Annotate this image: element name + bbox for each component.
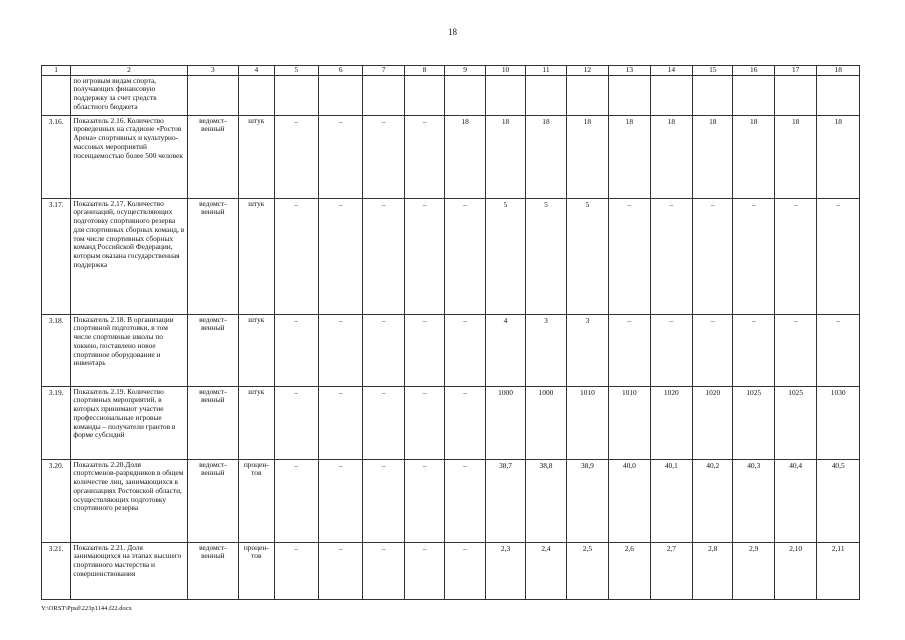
- column-header: 14: [650, 66, 692, 76]
- value-cell: –: [650, 314, 692, 386]
- value-cell: 1025: [733, 386, 774, 459]
- data-source: ведомст-венный: [187, 386, 239, 459]
- value-cell: –: [693, 314, 733, 386]
- value-cell: –: [404, 115, 444, 198]
- row-number: [42, 75, 71, 115]
- value-cell: 38,9: [566, 459, 608, 542]
- value-cell: [609, 75, 650, 115]
- table-row: [42, 75, 860, 115]
- value-cell: [693, 75, 733, 115]
- value-cell: –: [733, 198, 774, 314]
- value-cell: –: [274, 198, 318, 314]
- row-number: 3.16.: [42, 115, 71, 198]
- value-cell: [526, 75, 566, 115]
- unit-of-measure: штук: [239, 198, 274, 314]
- value-cell: –: [817, 314, 860, 386]
- value-cell: 18: [609, 115, 650, 198]
- indicator-name: Показатель 2.18. В организации спортивной подготовки, в том числе спортивные школы по хоккею, поставлено новое спортивное оборудование и инвентарь: [71, 314, 187, 386]
- value-cell: [650, 75, 692, 115]
- value-cell: [363, 75, 404, 115]
- value-cell: 2,9: [733, 542, 774, 599]
- column-header: 17: [774, 66, 816, 76]
- value-cell: 40,5: [817, 459, 860, 542]
- column-header: 12: [566, 66, 608, 76]
- value-cell: –: [363, 386, 404, 459]
- value-cell: [774, 75, 816, 115]
- data-source: ведомст-венный: [187, 459, 239, 542]
- value-cell: –: [609, 198, 650, 314]
- value-cell: –: [319, 542, 363, 599]
- column-header: 4: [239, 66, 274, 76]
- value-cell: –: [319, 115, 363, 198]
- column-header: 10: [485, 66, 525, 76]
- value-cell: –: [817, 198, 860, 314]
- value-cell: –: [774, 198, 816, 314]
- table-row: [42, 198, 860, 314]
- data-source: ведомст-венный: [187, 542, 239, 599]
- value-cell: –: [445, 314, 485, 386]
- value-cell: –: [404, 386, 444, 459]
- value-cell: 3: [526, 314, 566, 386]
- column-header: 9: [445, 66, 485, 76]
- column-header: 8: [404, 66, 444, 76]
- column-header: 2: [71, 66, 187, 76]
- value-cell: –: [319, 459, 363, 542]
- value-cell: 2,7: [650, 542, 692, 599]
- column-header: 1: [42, 66, 71, 76]
- value-cell: 18: [445, 115, 485, 198]
- value-cell: –: [445, 542, 485, 599]
- indicator-name: по игровым видам спорта, получающих финансовую поддержку за счет средств областного бюджета: [71, 75, 187, 115]
- value-cell: [566, 75, 608, 115]
- value-cell: 18: [693, 115, 733, 198]
- value-cell: 18: [817, 115, 860, 198]
- value-cell: 1030: [817, 386, 860, 459]
- value-cell: –: [363, 542, 404, 599]
- header-row: [42, 66, 860, 76]
- value-cell: 3: [566, 314, 608, 386]
- value-cell: –: [274, 542, 318, 599]
- value-cell: –: [609, 314, 650, 386]
- value-cell: –: [363, 115, 404, 198]
- value-cell: 1020: [650, 386, 692, 459]
- value-cell: 18: [733, 115, 774, 198]
- value-cell: –: [774, 314, 816, 386]
- value-cell: –: [274, 459, 318, 542]
- indicator-name: Показатель 2.20.Доля спортсменов-разрядников в общем количестве лиц, занимающихся в организациях Ростовской области, осуществляющих подготовку спортивного резерва: [71, 459, 187, 542]
- table-row: [42, 115, 860, 198]
- value-cell: 18: [650, 115, 692, 198]
- table-row: [42, 314, 860, 386]
- unit-of-measure: процен-тов: [239, 459, 274, 542]
- value-cell: 2,5: [566, 542, 608, 599]
- value-cell: –: [274, 386, 318, 459]
- column-header: 7: [363, 66, 404, 76]
- value-cell: 5: [566, 198, 608, 314]
- value-cell: [817, 75, 860, 115]
- table-row: [42, 386, 860, 459]
- file-path-footer: Y:\ORST\Ppsd\223p1144.f22.docx: [41, 605, 132, 612]
- value-cell: 1020: [693, 386, 733, 459]
- value-cell: 18: [774, 115, 816, 198]
- unit-of-measure: процен-тов: [239, 542, 274, 599]
- table-row: [42, 459, 860, 542]
- row-number: 3.21.: [42, 542, 71, 599]
- value-cell: 2,4: [526, 542, 566, 599]
- value-cell: [404, 75, 444, 115]
- column-header: 3: [187, 66, 239, 76]
- data-source: [187, 75, 239, 115]
- value-cell: –: [650, 198, 692, 314]
- row-number: 3.19.: [42, 386, 71, 459]
- value-cell: 40,0: [609, 459, 650, 542]
- value-cell: [319, 75, 363, 115]
- data-source: ведомст-венный: [187, 314, 239, 386]
- value-cell: 1025: [774, 386, 816, 459]
- value-cell: 38,8: [526, 459, 566, 542]
- table-row: [42, 542, 860, 599]
- column-header: 5: [274, 66, 318, 76]
- unit-of-measure: штук: [239, 386, 274, 459]
- unit-of-measure: [239, 75, 274, 115]
- page-number: 18: [448, 27, 457, 37]
- value-cell: –: [404, 314, 444, 386]
- value-cell: 40,2: [693, 459, 733, 542]
- indicator-name: Показатель 2.17. Количество организаций, осуществляющих подготовку спортивного резерва для спортивных сборных команд, в том числе спортивных сборных команд Российской Федерации, которым оказана государственная поддержка: [71, 198, 187, 314]
- value-cell: –: [693, 198, 733, 314]
- value-cell: –: [363, 459, 404, 542]
- indicator-name: Показатель 2.16. Количество проведенных на стадионе «Ростов Арена» спортивных и культурно-массовых мероприятий посещаемостью более 500 человек: [71, 115, 187, 198]
- value-cell: –: [363, 314, 404, 386]
- value-cell: [274, 75, 318, 115]
- value-cell: [733, 75, 774, 115]
- data-source: ведомст-венный: [187, 115, 239, 198]
- column-header: 18: [817, 66, 860, 76]
- value-cell: –: [445, 198, 485, 314]
- value-cell: 2,11: [817, 542, 860, 599]
- value-cell: 18: [566, 115, 608, 198]
- value-cell: 40,4: [774, 459, 816, 542]
- value-cell: 1010: [566, 386, 608, 459]
- value-cell: 2,10: [774, 542, 816, 599]
- column-header: 6: [319, 66, 363, 76]
- value-cell: 5: [485, 198, 525, 314]
- value-cell: 2,6: [609, 542, 650, 599]
- value-cell: –: [404, 198, 444, 314]
- column-header: 15: [693, 66, 733, 76]
- column-header: 11: [526, 66, 566, 76]
- value-cell: –: [404, 459, 444, 542]
- value-cell: 2,3: [485, 542, 525, 599]
- row-number: 3.17.: [42, 198, 71, 314]
- unit-of-measure: штук: [239, 314, 274, 386]
- indicators-table: [41, 65, 860, 600]
- value-cell: –: [319, 386, 363, 459]
- indicator-name: Показатель 2.21. Доля занимающихся на этапах высшего спортивного мастерства и совершенствования: [71, 542, 187, 599]
- value-cell: 5: [526, 198, 566, 314]
- indicator-name: Показатель 2.19. Количество спортивных мероприятий, в которых принимают участие профессиональные игровые команды – получатели грантов в форме субсидий: [71, 386, 187, 459]
- value-cell: 40,3: [733, 459, 774, 542]
- value-cell: 40,1: [650, 459, 692, 542]
- row-number: 3.18.: [42, 314, 71, 386]
- column-header: 16: [733, 66, 774, 76]
- value-cell: 1010: [609, 386, 650, 459]
- value-cell: –: [733, 314, 774, 386]
- value-cell: –: [404, 542, 444, 599]
- value-cell: 2,8: [693, 542, 733, 599]
- data-source: ведомст-венный: [187, 198, 239, 314]
- value-cell: –: [319, 198, 363, 314]
- value-cell: –: [445, 459, 485, 542]
- column-header: 13: [609, 66, 650, 76]
- value-cell: –: [363, 198, 404, 314]
- value-cell: –: [274, 314, 318, 386]
- value-cell: 1000: [526, 386, 566, 459]
- value-cell: [445, 75, 485, 115]
- value-cell: 38,7: [485, 459, 525, 542]
- value-cell: 1000: [485, 386, 525, 459]
- value-cell: 18: [485, 115, 525, 198]
- value-cell: –: [319, 314, 363, 386]
- value-cell: [485, 75, 525, 115]
- value-cell: –: [445, 386, 485, 459]
- value-cell: 4: [485, 314, 525, 386]
- value-cell: –: [274, 115, 318, 198]
- row-number: 3.20.: [42, 459, 71, 542]
- unit-of-measure: штук: [239, 115, 274, 198]
- value-cell: 18: [526, 115, 566, 198]
